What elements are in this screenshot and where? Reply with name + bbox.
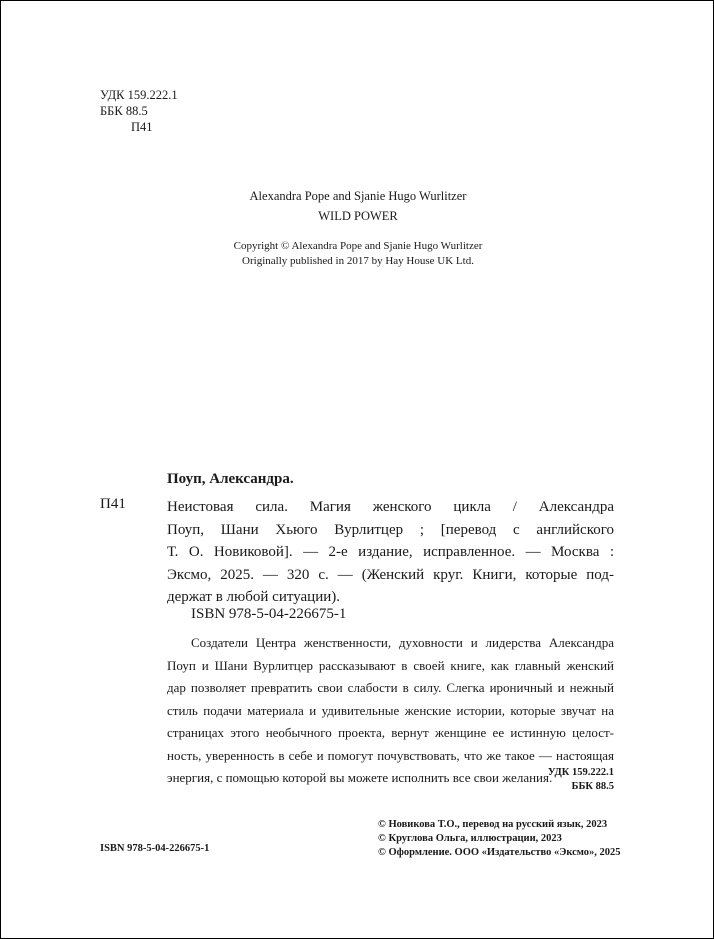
catalog-author-heading: Поуп, Александра.	[167, 471, 294, 487]
entry-line: Поуп, Шани Хьюго Вурлитцер ; [перевод с английского	[167, 521, 614, 538]
rights-line: © Круглова Ольга, иллюстрации, 2023	[378, 833, 562, 844]
original-edition-block	[1, 186, 714, 226]
entry-line: Эксмо, 2025. — 320 с. — (Женский круг. Книги, которые под-	[167, 566, 614, 583]
catalog-entry	[167, 496, 614, 609]
entry-line: Неистовая сила. Магия женского цикла / Александра	[167, 499, 614, 515]
catalog-codes-small	[501, 766, 614, 794]
copyright-line: Copyright © Alexandra Pope and Sjanie Hugo Wurlitzer	[233, 240, 483, 252]
udk-small: УДК 159.222.1	[547, 767, 614, 778]
annotation-line: дар позволяет превратить свои слабости в силу. Слегка ироничный и нежный	[167, 680, 614, 695]
bbk-code: ББК 88.5	[100, 104, 148, 118]
catalog-code: П41	[100, 496, 126, 512]
original-copyright-block	[1, 239, 714, 269]
rights-block	[378, 818, 621, 860]
annotation-line: Поуп и Шани Вурлитцер рассказывают в своей книге, как главный женский	[167, 657, 614, 673]
udk-code: УДК 159.222.1	[100, 88, 178, 102]
entry-line: держат в любой ситуации).	[167, 589, 340, 605]
published-line: Originally published in 2017 by Hay House UK Ltd.	[242, 255, 474, 267]
annotation-line: Создатели Центра женственности, духовности и лидерства Александра	[191, 635, 614, 650]
bottom-isbn: ISBN 978-5-04-226675-1	[100, 843, 210, 854]
rights-line: © Новикова Т.О., перевод на русский язык, 2023	[378, 819, 608, 830]
rights-line: © Оформление. ООО «Издательство «Эксмо», 2025	[378, 847, 621, 858]
annotation-line: ность, уверенность в себе и помогут почувствовать, что же такое — настоящая	[167, 747, 614, 763]
classification-codes	[100, 87, 178, 135]
annotation-line: энергия, с помощью которой вы можете исполнить все свои желания.	[167, 770, 553, 785]
original-authors: Alexandra Pope and Sjanie Hugo Wurlitzer	[249, 189, 467, 203]
catalog-isbn: ISBN 978-5-04-226675-1	[191, 606, 347, 622]
original-title: WILD POWER	[318, 209, 398, 223]
annotation-line: стиль подачи материала и удивительные женские истории, которые звучат на	[167, 702, 614, 718]
annotation-line: страницах этого необычного проекта, вернут женщине ее истинную целост-	[167, 725, 614, 740]
author-mark-code: П41	[131, 120, 153, 134]
bbk-small: ББК 88.5	[571, 781, 614, 792]
entry-line: Т. О. Новиковой]. — 2-е издание, исправленное. — Москва :	[167, 544, 614, 560]
